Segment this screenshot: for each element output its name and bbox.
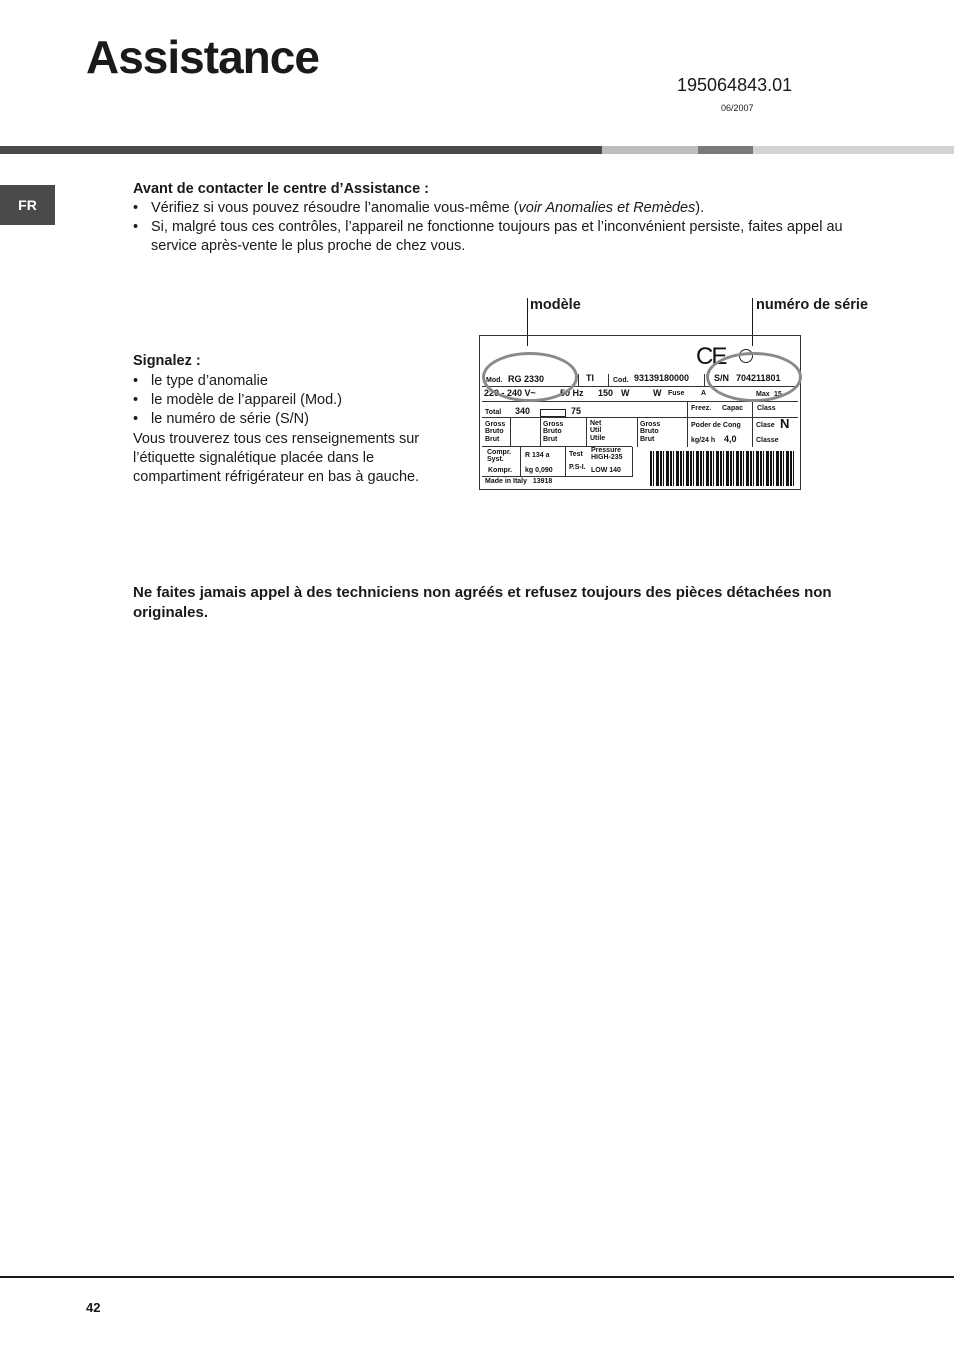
header-bar-mid (602, 146, 698, 154)
language-tab: FR (0, 185, 55, 225)
warning-text: Ne faites jamais appel à des techniciens non agréés et refusez toujours des pièces détachées non originales. (133, 584, 832, 621)
report-item: • le modèle de l’appareil (Mod.) (133, 391, 443, 410)
cross-reference: voir Anomalies et Remèdes (518, 200, 696, 216)
report-item: • le type d’anomalie (133, 372, 443, 391)
report-heading: Signalez : (133, 353, 201, 369)
serial-value: 704211801 (736, 373, 781, 383)
model-highlight-circle (482, 352, 578, 402)
rating-plate: CE Mod. RG 2330 TI Cod. 93139180000 S/N 704211801 220 - 240 V~ 50 Hz 150 W W Fuse A Max 15 Total 340 75 Freez. Capac Class Gross Bruto Brut Gross Bruto Brut Net Util Utile Gross Bruto Brut Poder de Cong Clase N kg/24 h 4,0 Classe Compr. Syst. Kompr. R 134 a kg 0,090 Test P.S-I. Pressure HIGH-235 LOW 140 Made in Italy 13918 (479, 335, 801, 490)
freezer-star-icon (540, 409, 566, 417)
before-contact-item: • Si, malgré tous ces contrôles, l’appareil ne fonctionne toujours pas et l’inconvénient persiste, faites appel au service après-vente le plus proche de chez vous. (133, 218, 873, 256)
footer-divider (0, 1276, 954, 1278)
before-contact-item: • Vérifiez si vous pouvez résoudre l’anomalie vous-même (voir Anomalies et Remèdes). (133, 199, 873, 218)
report-note: Vous trouverez tous ces renseignements sur l’étiquette signalétique placée dans le compartiment réfrigérateur en bas à gauche. (133, 431, 420, 485)
code-value: 93139180000 (634, 373, 690, 383)
page-title: Assistance (86, 31, 319, 83)
before-contact-heading: Avant de contacter le centre d’Assistance : (133, 181, 430, 197)
model-callout-label: modèle (530, 297, 581, 313)
page-number: 42 (86, 1300, 101, 1315)
report-list (133, 372, 443, 429)
ce-mark: CE (696, 343, 726, 370)
header-bar-light (753, 146, 954, 154)
document-date: 06/2007 (721, 103, 754, 113)
serial-highlight-circle (706, 352, 802, 402)
model-value: RG 2330 (508, 374, 545, 384)
before-contact-list (133, 199, 873, 256)
serial-callout-label: numéro de série (756, 297, 869, 313)
header-bar-dark (0, 146, 602, 154)
report-item: • le numéro de série (S/N) (133, 410, 443, 429)
barcode (650, 451, 796, 486)
header-bar-accent (698, 146, 753, 154)
document-number: 195064843.01 (677, 75, 793, 95)
climate-class: N (780, 416, 790, 431)
